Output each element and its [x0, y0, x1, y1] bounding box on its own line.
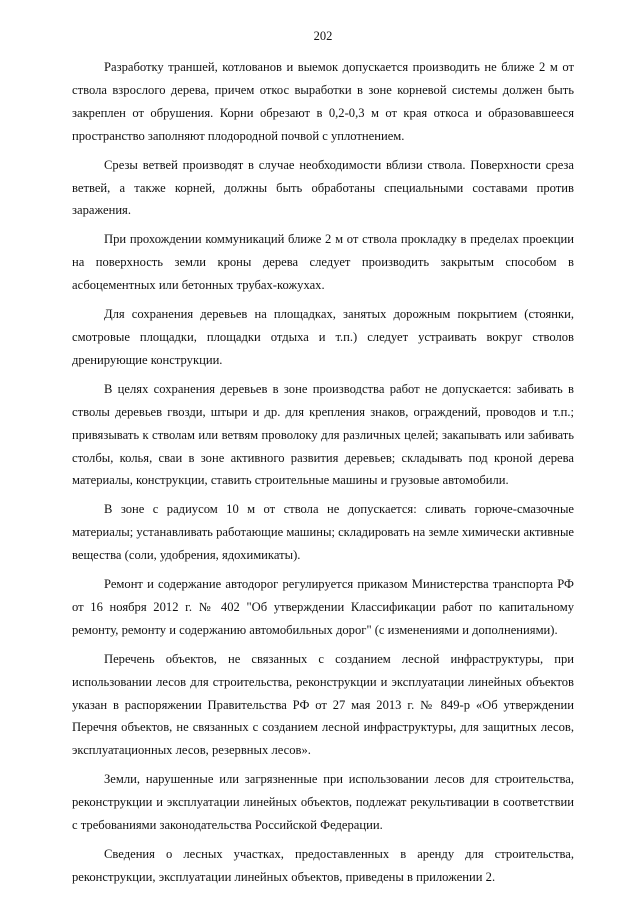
- paragraph-10: Сведения о лесных участках, предоставленных в аренду для строительства, реконструкции, эксплуатации линейных объектов, приведены в приложении 2.: [72, 847, 574, 884]
- document-body: [72, 56, 574, 889]
- paragraph-8: Перечень объектов, не связанных с созданием лесной инфраструктуры, при использовании лесов для строительства, реконструкции и эксплуатации линейных объектов указан в распоряжении Правительства РФ от 27 мая 2013 г. № 849-р «Об утверждении Перечня объектов, не связанных с созданием лесной инфраструктуры, для защитных лесов, эксплуатационных лесов, резервных лесов».: [72, 651, 574, 758]
- paragraph-4: Для сохранения деревьев на площадках, занятых дорожным покрытием (стоянки, смотровые площадки, площадки отдыха и т.п.) следует устраивать вокруг стволов дренирующие конструкции.: [72, 307, 574, 367]
- paragraph-9: Земли, нарушенные или загрязненные при использовании лесов для строительства, реконструкции и эксплуатации линейных объектов, подлежат рекультивации в соответствии с требованиями законодательства Российской Федерации.: [72, 772, 574, 833]
- paragraph-3: При прохождении коммуникаций ближе 2 м от ствола прокладку в пределах проекции на поверхность земли кроны дерева следует производить закрытым способом в асбоцементных или бетонных трубах-кожухах.: [72, 232, 574, 293]
- paragraph-2: Срезы ветвей производят в случае необходимости вблизи ствола. Поверхности среза ветвей, а также корней, должны быть обработаны специальными составами против заражения.: [72, 157, 574, 218]
- paragraph-7: Ремонт и содержание автодорог регулируется приказом Министерства транспорта РФ от 16 ноября 2012 г. № 402 "Об утверждении Классификации работ по капитальному ремонту, ремонту и содержанию автомобильных дорог" (с изменениями и дополнениями).: [72, 577, 574, 637]
- paragraph-1: Разработку траншей, котлованов и выемок допускается производить не ближе 2 м от ствола взрослого дерева, причем откос выработки в зоне корневой системы должен быть закреплен от обрушения. Корни обрезают в 0,2-0,3 м от края откоса и образовавшееся пространство заполняют плодородной почвой с уплотнением.: [72, 60, 574, 143]
- page-number: 202: [313, 29, 333, 43]
- paragraph-6: В зоне с радиусом 10 м от ствола не допускается: сливать горюче-смазочные материалы; устанавливать работающие машины; складировать на земле химически активные вещества (соли, удобрения, ядохимикаты).: [72, 502, 574, 563]
- paragraph-5: В целях сохранения деревьев в зоне производства работ не допускается: забивать в стволы деревьев гвозди, штыри и др. для крепления знаков, ограждений, проводов и т.п.; привязывать к стволам или ветвям проволоку для различных целей; закапывать или забивать столбы, колья, сваи в зоне активного развития деревьев; складывать под кроной дерева материалы, конструкции, ставить строительные машины и грузовые автомобили.: [72, 381, 574, 488]
